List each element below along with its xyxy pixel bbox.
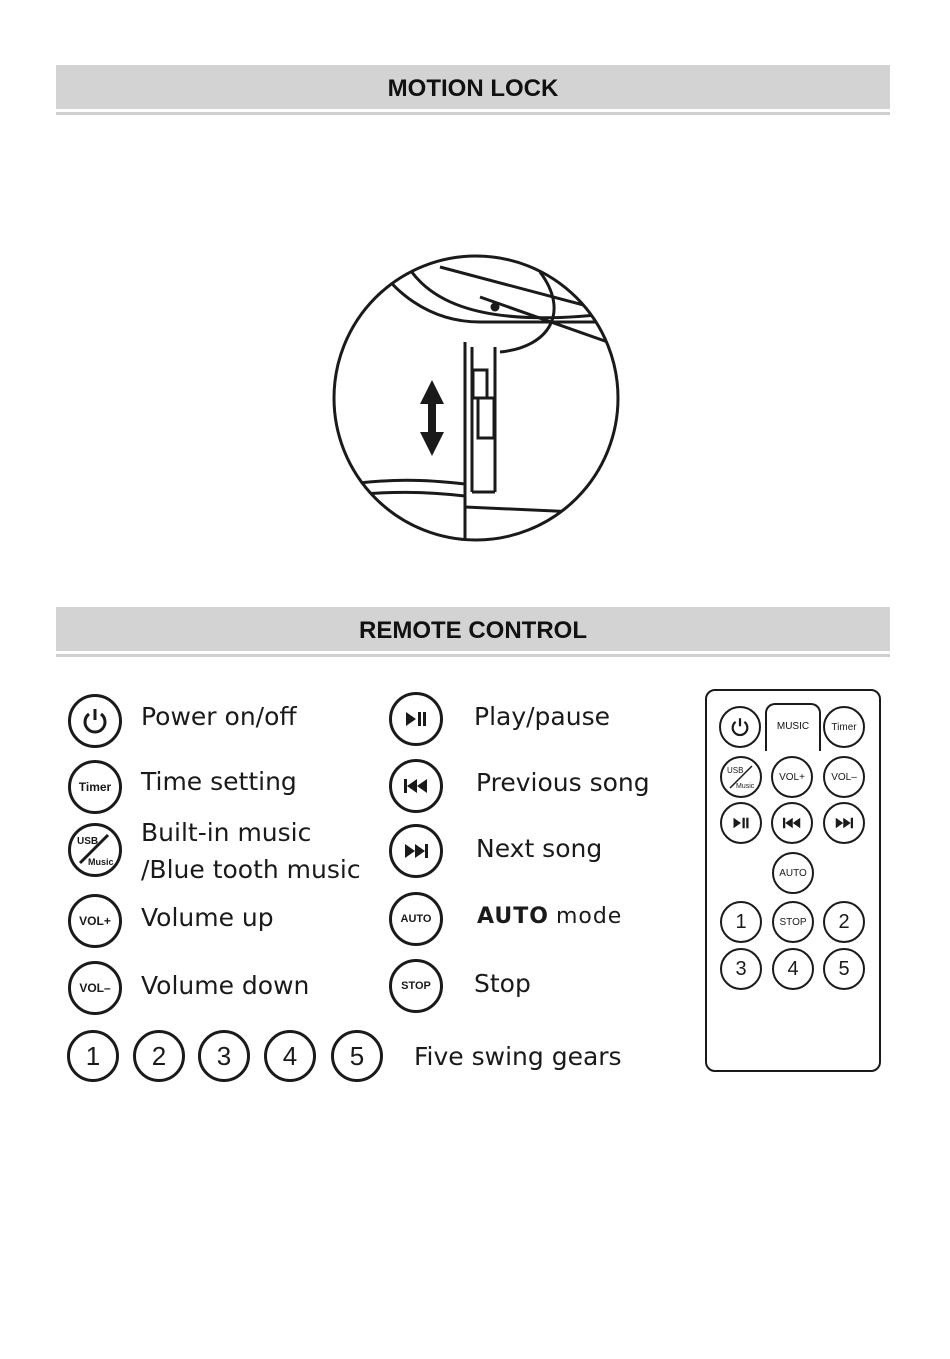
- previous-icon: [389, 759, 443, 813]
- remote-music-text: Music: [736, 783, 755, 790]
- time-setting-label: Time setting: [141, 767, 297, 796]
- header-divider: [56, 654, 890, 657]
- bluetooth-music-label: /Blue tooth music: [141, 855, 361, 884]
- remote-auto-button: AUTO: [772, 852, 814, 894]
- vol-up-icon: [68, 894, 122, 948]
- play-pause-icon: [389, 692, 443, 746]
- remote-usb-music-button: [720, 756, 762, 798]
- next-song-label: Next song: [476, 834, 603, 863]
- remote-1-button: 1: [720, 901, 762, 943]
- remote-4-button: 4: [772, 948, 814, 990]
- mode-word: mode: [555, 904, 623, 929]
- vol-up-icon-text: VOL+: [79, 914, 111, 928]
- remote-control-header: REMOTE CONTROL: [56, 607, 890, 651]
- vol-down-icon: [68, 961, 122, 1015]
- volume-down-label: Volume down: [141, 971, 310, 1000]
- remote-5-button: 5: [823, 948, 865, 990]
- usb-icon-text: USB: [77, 836, 99, 847]
- timer-icon-text: Timer: [78, 780, 112, 794]
- remote-previous-button: [771, 802, 813, 844]
- volume-up-label: Volume up: [141, 903, 274, 932]
- music-icon-text: Music: [88, 857, 114, 867]
- play-pause-label: Play/pause: [474, 702, 610, 731]
- power-label: Power on/off: [141, 702, 297, 731]
- up-down-arrow-icon: [420, 380, 444, 456]
- usb-music-icon: [68, 823, 122, 877]
- gear-2-icon: 2: [133, 1030, 185, 1082]
- remote-stop-button: STOP: [772, 901, 814, 943]
- header-divider: [56, 112, 890, 115]
- remote-usb-text: USB: [727, 766, 744, 775]
- auto-word: AUTO: [477, 904, 549, 929]
- music-tab: MUSIC: [765, 703, 821, 751]
- builtin-music-label: Built-in music: [141, 818, 312, 847]
- gear-1-icon: 1: [67, 1030, 119, 1082]
- previous-song-label: Previous song: [476, 768, 650, 797]
- vol-down-icon-text: VOL–: [79, 981, 111, 995]
- remote-timer-button: Timer: [823, 706, 865, 748]
- remote-power-button: [719, 706, 761, 748]
- stop-icon: [389, 959, 443, 1013]
- gear-4-icon: 4: [264, 1030, 316, 1082]
- stop-label: Stop: [474, 969, 531, 998]
- gear-3-icon: 3: [198, 1030, 250, 1082]
- motion-lock-illustration: [330, 252, 622, 544]
- power-icon: [68, 694, 122, 748]
- stop-icon-text: STOP: [401, 980, 431, 992]
- remote-play-pause-button: [720, 802, 762, 844]
- auto-icon: [389, 892, 443, 946]
- timer-icon: [68, 760, 122, 814]
- remote-3-button: 3: [720, 948, 762, 990]
- remote-2-button: 2: [823, 901, 865, 943]
- five-swing-gears-label: Five swing gears: [414, 1042, 622, 1071]
- auto-icon-text: AUTO: [400, 913, 432, 925]
- next-icon: [389, 824, 443, 878]
- remote-vol-down-button: VOL–: [823, 756, 865, 798]
- remote-next-button: [823, 802, 865, 844]
- motion-lock-header: MOTION LOCK: [56, 65, 890, 109]
- auto-mode-label: [477, 904, 622, 929]
- remote-vol-up-button: VOL+: [771, 756, 813, 798]
- gear-5-icon: 5: [331, 1030, 383, 1082]
